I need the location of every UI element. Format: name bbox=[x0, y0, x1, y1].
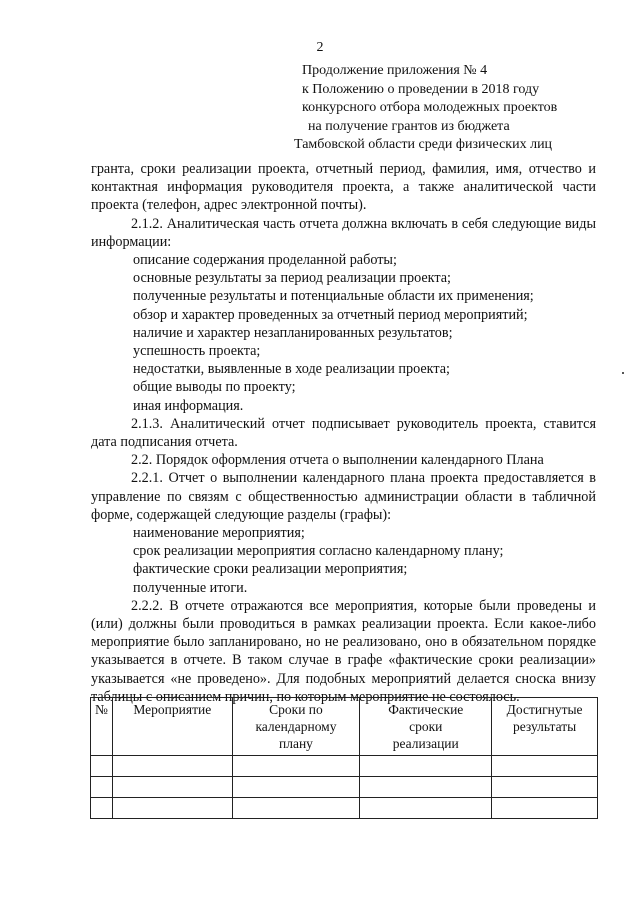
list-item: обзор и характер проведенных за отчетный период мероприятий; bbox=[133, 306, 528, 323]
table-cell bbox=[91, 777, 113, 798]
report-table bbox=[90, 697, 598, 819]
section-2-1-3: 2.1.3. Аналитический отчет подписывает руководитель проекта, ставится дата подписания отчета. bbox=[91, 415, 596, 451]
header-line: конкурсного отбора молодежных проектов bbox=[302, 100, 558, 115]
table-cell bbox=[232, 756, 360, 777]
appendix-header bbox=[294, 62, 622, 155]
table-cell bbox=[232, 798, 360, 819]
section-2-2: 2.2. Порядок оформления отчета о выполнении календарного Плана bbox=[131, 452, 544, 469]
table-cell bbox=[360, 777, 492, 798]
page-number: 2 bbox=[316, 40, 324, 55]
section-2-2-1: 2.2.1. Отчет о выполнении календарного плана проекта предоставляется в управление по связям с общественностью администрации области в табличной форме, содержащей следующие разделы (графы): bbox=[91, 470, 596, 523]
list-item: недостатки, выявленные в ходе реализации проекта; bbox=[133, 361, 450, 378]
header-line: Продолжение приложения № 4 bbox=[302, 63, 488, 78]
list-item: срок реализации мероприятия согласно календарному плану; bbox=[133, 543, 504, 560]
column-header-results: Достигнутые результаты bbox=[492, 698, 598, 756]
list-item: иная информация. bbox=[133, 397, 244, 414]
list-item: наличие и характер незапланированных результатов; bbox=[133, 324, 453, 341]
list-item: наименование мероприятия; bbox=[133, 525, 305, 542]
column-header-number: № bbox=[91, 698, 113, 756]
section-2-1-2: 2.1.2. Аналитическая часть отчета должна включать в себя следующие виды информации: bbox=[91, 215, 596, 250]
column-header-planned-dates: Сроки по календарному плану bbox=[232, 698, 360, 756]
column-header-actual-dates: Фактические сроки реализации bbox=[360, 698, 492, 756]
table-cell bbox=[360, 798, 492, 819]
header-line: на получение грантов из бюджета bbox=[308, 118, 510, 134]
list-item: успешность проекта; bbox=[133, 343, 261, 360]
list-item: полученные итоги. bbox=[133, 579, 248, 596]
table-cell bbox=[492, 798, 598, 819]
table-row bbox=[91, 756, 598, 777]
table-row bbox=[91, 777, 598, 798]
table-cell bbox=[112, 798, 232, 819]
table-cell bbox=[91, 798, 113, 819]
list-item: описание содержания проделанной работы; bbox=[133, 252, 397, 269]
table-cell bbox=[232, 777, 360, 798]
header-line: Тамбовской области среди физических лиц bbox=[294, 137, 553, 152]
table-row bbox=[91, 798, 598, 819]
header-line: к Положению о проведении в 2018 году bbox=[302, 81, 540, 97]
table-header-row bbox=[91, 698, 598, 756]
scan-speck bbox=[622, 372, 624, 374]
list-item: основные результаты за период реализации проекта; bbox=[133, 270, 451, 287]
section-2-2-2: 2.2.2. В отчете отражаются все мероприятия, которые были проведены и (или) должны были проводиться в рамках реализации проекта. Если какое-либо мероприятие было запланировано, но не реализовано, оно в обязательном порядке указывается в отчете. В таком случае в графе «фактические сроки реализации» указывается «не проведено». Для подобных мероприятий делается сноска внизу таблицы с описанием причин, по которым мероприятие не состоялось. bbox=[91, 597, 596, 705]
table-cell bbox=[492, 777, 598, 798]
paragraph: гранта, сроки реализации проекта, отчетный период, фамилия, имя, отчество и контактная информация руководителя проекта, а также аналитической части проекта (телефон, адрес электронной почты). bbox=[91, 161, 596, 214]
column-header-event: Мероприятие bbox=[112, 698, 232, 756]
table-cell bbox=[112, 756, 232, 777]
table-cell bbox=[112, 777, 232, 798]
table-cell bbox=[360, 756, 492, 777]
document-body bbox=[91, 160, 596, 706]
table-cell bbox=[492, 756, 598, 777]
table-cell bbox=[91, 756, 113, 777]
list-item: полученные результаты и потенциальные области их применения; bbox=[133, 288, 534, 305]
list-item: общие выводы по проекту; bbox=[133, 379, 296, 396]
list-item: фактические сроки реализации мероприятия; bbox=[133, 561, 408, 578]
